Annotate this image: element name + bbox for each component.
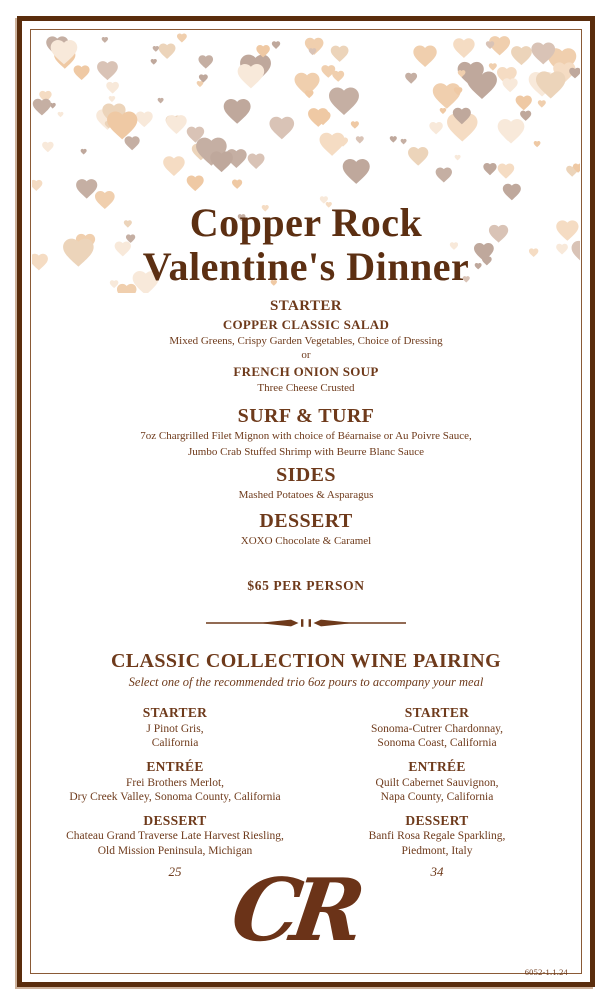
wine-name: Quilt Cabernet Sauvignon,	[375, 776, 499, 789]
wine-course	[306, 759, 568, 804]
wine-course-label: ENTRÉE	[146, 759, 204, 775]
page-title	[31, 201, 581, 289]
wine-course	[44, 759, 306, 804]
cr-logo-text: CR	[225, 860, 362, 961]
wine-region: Sonoma Coast, California	[377, 736, 497, 749]
document-number: 6052-1.1.24	[524, 967, 568, 977]
wine-course-label: STARTER	[404, 705, 470, 721]
wine-course-label: STARTER	[142, 705, 208, 721]
wine-course	[306, 813, 568, 858]
wine-name: Chateau Grand Traverse Late Harvest Riesling,	[66, 830, 284, 843]
or-label: or	[301, 349, 311, 362]
wine-region: Old Mission Peninsula, Michigan	[97, 844, 253, 857]
cr-logo	[204, 858, 409, 962]
wine-course-label: DESSERT	[143, 813, 207, 829]
wine-name: Banfi Rosa Regale Sparkling,	[368, 830, 506, 843]
wine-course-label: ENTRÉE	[408, 759, 466, 775]
wine-name: Sonoma-Cutrer Chardonnay,	[370, 722, 504, 735]
surf-turf-heading: SURF & TURF	[237, 405, 375, 428]
salad-description: Mixed Greens, Crispy Garden Vegetables, Choice of Dressing	[169, 334, 443, 347]
wine-course	[306, 705, 568, 750]
wine-column-classic-25	[44, 705, 306, 880]
wine-column-price: 34	[430, 864, 444, 880]
wine-column-price: 25	[168, 864, 182, 880]
page-title-line1: Copper Rock	[189, 200, 423, 245]
surf-turf-description-line1: 7oz Chargrilled Filet Mignon with choice of Béarnaise or Au Poivre Sauce,	[140, 430, 472, 443]
wine-course	[44, 705, 306, 750]
wine-region: Piedmont, Italy	[401, 844, 473, 857]
dessert-description: XOXO Chocolate & Caramel	[240, 535, 372, 548]
wine-name: Frei Brothers Merlot,	[125, 776, 225, 789]
price-per-person: $65 PER PERSON	[247, 578, 365, 594]
wine-course	[44, 813, 306, 858]
soup-description: Three Cheese Crusted	[257, 381, 355, 394]
surf-turf-description-line2: Jumbo Crab Stuffed Shrimp with Beurre Blanc Sauce	[188, 445, 424, 458]
wine-region: Napa County, California	[380, 790, 494, 803]
starter-heading: STARTER	[269, 298, 342, 314]
wine-name: J Pinot Gris,	[146, 722, 204, 735]
wine-pairing-subheading: Select one of the recommended trio 6oz pours to accompany your meal	[128, 675, 484, 690]
wine-pairing-heading: CLASSIC COLLECTION WINE PAIRING	[110, 650, 502, 673]
soup-name: FRENCH ONION SOUP	[233, 364, 379, 380]
page-title-line2: Valentine's Dinner	[142, 244, 470, 289]
menu-content	[31, 0, 581, 880]
wine-column-classic-34	[306, 705, 568, 880]
wine-pairing-columns	[44, 705, 568, 880]
wine-region: Dry Creek Valley, Sonoma County, California	[69, 790, 281, 803]
salad-name: COPPER CLASSIC SALAD	[222, 317, 390, 333]
wine-region: California	[151, 736, 199, 749]
wine-course-label: DESSERT	[405, 813, 469, 829]
divider-ornament	[206, 616, 406, 630]
sides-heading: SIDES	[276, 463, 336, 486]
dessert-heading: DESSERT	[259, 510, 353, 533]
sides-description: Mashed Potatoes & Asparagus	[238, 488, 374, 501]
